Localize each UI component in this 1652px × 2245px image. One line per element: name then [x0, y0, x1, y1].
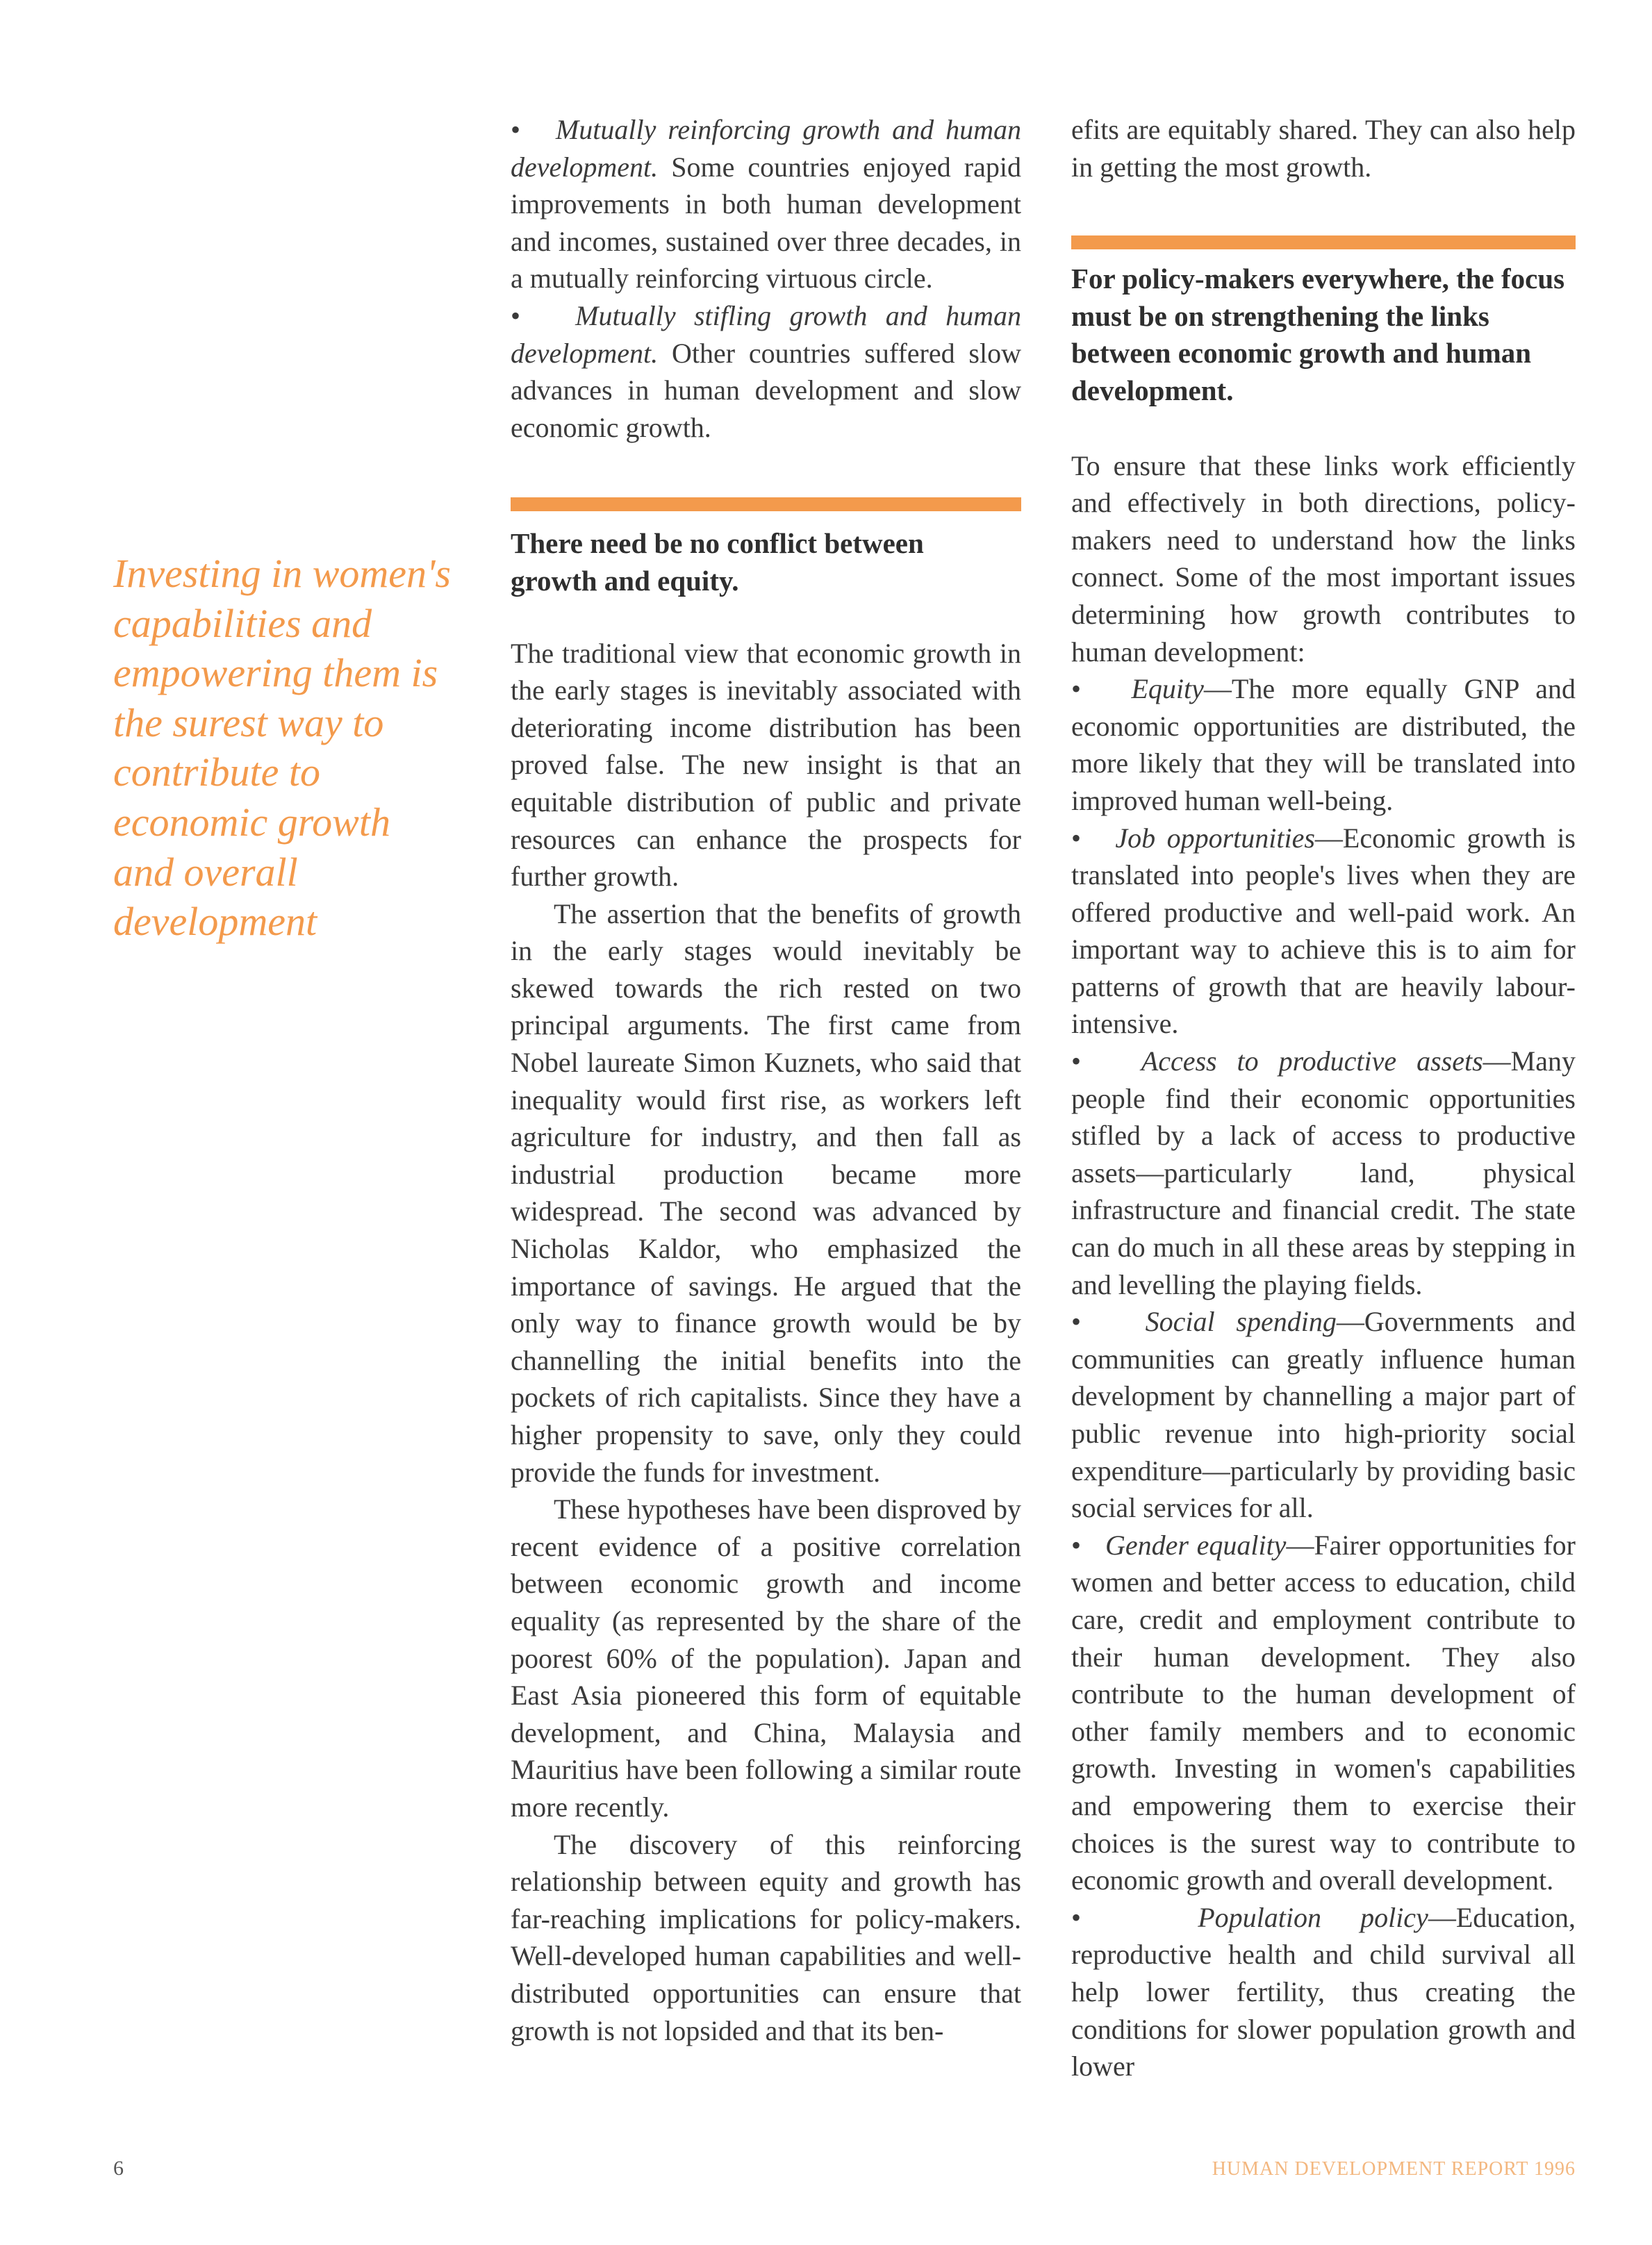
section-heading: For policy-makers everywhere, the focus must be on strengthening the links between economic growth and human development. [1071, 263, 1565, 406]
bullet-item: • Access to productive assets—Many people find their economic opportunities stifled by a lack of access to productive assets—particularly land, physical infrastructure and financial credit. The state can do much in all these areas by stepping in and levelling the playing fields. [1071, 1045, 1576, 1300]
bullet-text: Other countries suffered slow advances in human development and slow economic growth. [511, 337, 1021, 443]
bullet-item: • Mutually reinforcing growth and human development. Some countries enjoyed rapid improvements in both human development and incomes, sustained over three decades, in a mutually reinforcing virtuous circle. [511, 114, 1021, 295]
bullet-item: • Equity—The more equally GNP and economic opportunities are distributed, the more likely that they will be translated into improved human well-being. [1071, 673, 1576, 816]
bullet-item: • Job opportunities—Economic growth is translated into people's lives when they are offered productive and well-paid work. An important way to achieve this is to aim for patterns of growth that are heavily labour-intensive. [1071, 822, 1576, 1040]
bullet-text: —Governments and communities can greatly influence human development by channelling a major part of public revenue into high-priority social expenditure—particularly by providing basic social services for all. [1071, 1306, 1576, 1524]
paragraph: These hypotheses have been disproved by recent evidence of a positive correlation between economic growth and income equality (as represented by the share of the poorest 60% of the population). Japan and East Asia pioneered this form of equitable development, and China, Malaysia and Mauritius have been following a similar route more recently. [511, 1493, 1021, 1823]
bullet-term: Equity [1131, 673, 1204, 705]
section-divider-bar [1071, 235, 1576, 249]
bullet-text: Some countries enjoyed rapid improvements in both human development and incomes, sustained over three decades, in a mutually reinforcing virtuous circle. [511, 151, 1021, 295]
bullet-term: Gender equality [1105, 1529, 1287, 1561]
bullet-term: Job opportunities [1115, 822, 1315, 854]
bullet-text: —Fairer opportunities for women and better access to education, child care, credit and employment contribute to their human development. They also contribute to the human development of other family members and to economic growth. Investing in women's capabilities and empowering them to exercise their choices is the surest way to contribute to economic growth and overall development. [1071, 1529, 1576, 1896]
paragraph: efits are equitably shared. They can also help in getting the most growth. [1071, 114, 1576, 183]
page-number: 6 [113, 2157, 124, 2180]
bullet-text: —Economic growth is translated into people's lives when they are offered productive and well-paid work. An important way to achieve this is to aim for patterns of growth that are heavily labour-intensive. [1071, 822, 1576, 1040]
paragraph: To ensure that these links work efficiently and effectively in both directions, policy-makers need to understand how the links connect. Some of the most important issues determining how growth contributes to human development: [1071, 449, 1576, 668]
bullet-term: Social spending [1145, 1306, 1337, 1338]
paragraph: The traditional view that economic growth in the early stages is inevitably associated with deteriorating income distribution has been proved false. The new insight is that an equitable distribution of public and private resources can enhance the prospects for further growth. [511, 637, 1021, 893]
section-divider-bar [511, 497, 1021, 511]
bullet-text: —Many people find their economic opportunities stifled by a lack of access to productive assets—particularly land, physical infrastructure and financial credit. The state can do much in all these areas by stepping in and levelling the playing fields. [1071, 1045, 1576, 1300]
bullet-term: Mutually reinforcing growth and human development. [511, 114, 1021, 183]
bullet-term: Access to productive assets [1141, 1045, 1483, 1077]
bullet-item: • Mutually stifling growth and human development. Other countries suffered slow advances in human development and slow economic growth. [511, 299, 1021, 443]
bullet-term: Mutually stifling growth and human development. [511, 299, 1021, 369]
bullet-term: Population policy [1198, 1901, 1428, 1933]
paragraph: The assertion that the benefits of growth in the early stages would inevitably be skewed towards the rich rested on two principal arguments. The first came from Nobel laureate Simon Kuznets, who said that inequality would first rise, as workers left agriculture for industry, and then fall as industrial production became more widespread. The second was advanced by Nicholas Kaldor, who emphasized the importance of savings. He argued that the only way to finance growth would be by channelling the initial benefits into the pockets of rich capitalists. Since they have a higher propensity to save, only they could provide the funds for investment. [511, 897, 1021, 1488]
column-right [1071, 111, 1576, 2085]
column-middle [511, 111, 1021, 2049]
bullet-item: • Gender equality—Fairer opportunities for women and better access to education, child care, credit and employment contribute to their human development. They also contribute to the human development of other family members and to economic growth. Investing in women's capabilities and empowering them to exercise their choices is the surest way to contribute to economic growth and overall development. [1071, 1529, 1576, 1896]
bullet-item: • Population policy—Education, reproductive health and child survival all help lower fertility, thus creating the conditions for slower population growth and lower [1071, 1901, 1576, 2082]
running-footer: HUMAN DEVELOPMENT REPORT 1996 [1212, 2158, 1576, 2180]
paragraph: The discovery of this reinforcing relationship between equity and growth has far-reaching implications for policy-makers. Well-developed human capabilities and well-distributed opportunities can ensure that growth is not lopsided and that its ben- [511, 1828, 1021, 2046]
bullet-item: • Social spending—Governments and communities can greatly influence human development by channelling a major part of public revenue into high-priority social expenditure—particularly by providing basic social services for all. [1071, 1306, 1576, 1524]
bullet-text: —Education, reproductive health and child survival all help lower fertility, thus creating the conditions for slower population growth and lower [1071, 1901, 1576, 2082]
pull-quote: Investing in women's capabilities and empowering them is the surest way to contribute to economic growth and overall development [113, 551, 452, 945]
bullet-text: —The more equally GNP and economic opportunities are distributed, the more likely that they will be translated into improved human well-being. [1071, 673, 1576, 816]
section-heading: There need be no conflict between growth and equity. [511, 527, 924, 597]
